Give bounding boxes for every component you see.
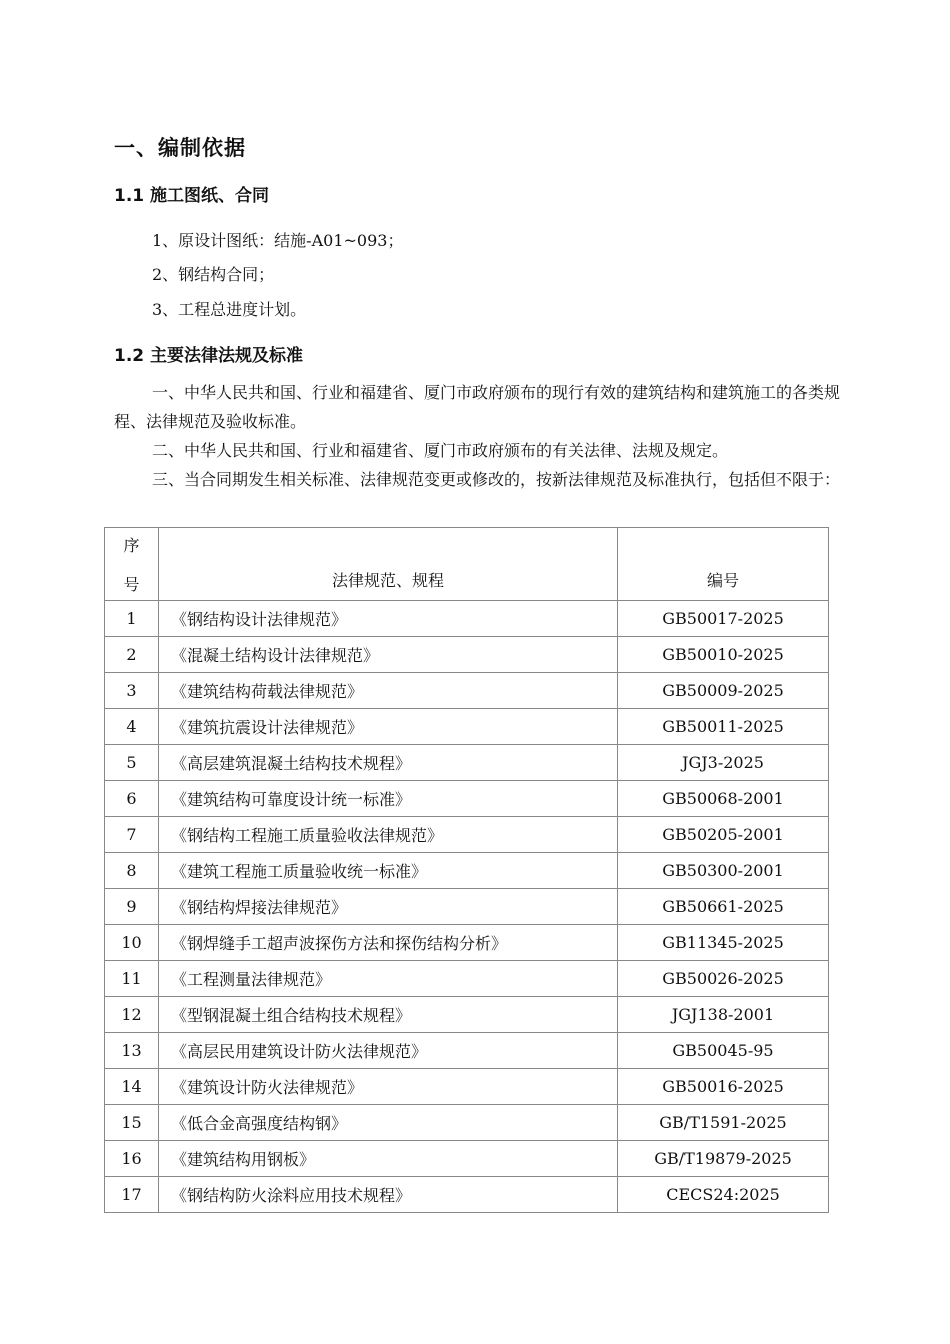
section-1-1-title: 1.1 施工图纸、合同 <box>114 186 270 206</box>
header-no-bottom: 号 <box>123 575 140 594</box>
row-code: JGJ3-2025 <box>618 745 829 781</box>
row-number: 12 <box>105 997 159 1033</box>
row-number: 9 <box>105 889 159 925</box>
row-code: GB50045-95 <box>618 1033 829 1069</box>
row-number: 15 <box>105 1105 159 1141</box>
table-row <box>105 1033 829 1069</box>
header-code: 编号 <box>618 528 829 601</box>
table-row <box>105 601 829 637</box>
table-row <box>105 1141 829 1177</box>
row-code: GB50205-2001 <box>618 817 829 853</box>
row-name: 《钢结构设计法律规范》 <box>159 601 618 637</box>
row-code: GB50300-2001 <box>618 853 829 889</box>
row-name: 《建筑抗震设计法律规范》 <box>159 709 618 745</box>
row-number: 1 <box>105 601 159 637</box>
main-heading: 一、编制依据 <box>114 136 246 160</box>
paragraph: 二、中华人民共和国、行业和福建省、厦门市政府颁布的有关法律、法规及规定。 <box>152 441 729 460</box>
row-number: 3 <box>105 673 159 709</box>
row-name: 《建筑结构荷载法律规范》 <box>159 673 618 709</box>
row-name: 《钢结构焊接法律规范》 <box>159 889 618 925</box>
row-code: GB50026-2025 <box>618 961 829 997</box>
table-row <box>105 961 829 997</box>
table-row <box>105 997 829 1033</box>
row-code: GB50011-2025 <box>618 709 829 745</box>
row-number: 6 <box>105 781 159 817</box>
row-number: 10 <box>105 925 159 961</box>
row-code: CECS24:2025 <box>618 1177 829 1213</box>
row-name: 《型钢混凝土组合结构技术规程》 <box>159 997 618 1033</box>
table-row <box>105 709 829 745</box>
row-number: 7 <box>105 817 159 853</box>
list-item: 1、原设计图纸：结施-A01~093； <box>152 231 404 250</box>
row-number: 8 <box>105 853 159 889</box>
row-name: 《工程测量法律规范》 <box>159 961 618 997</box>
table-row <box>105 1177 829 1213</box>
row-name: 《建筑工程施工质量验收统一标准》 <box>159 853 618 889</box>
row-number: 16 <box>105 1141 159 1177</box>
row-code: GB50009-2025 <box>618 673 829 709</box>
table-row <box>105 817 829 853</box>
section-1-2-title: 1.2 主要法律法规及标准 <box>114 346 304 366</box>
row-number: 11 <box>105 961 159 997</box>
row-code: GB11345-2025 <box>618 925 829 961</box>
list-item: 3、工程总进度计划。 <box>152 300 307 319</box>
row-number: 4 <box>105 709 159 745</box>
row-number: 14 <box>105 1069 159 1105</box>
header-no-top: 序 <box>123 536 140 555</box>
row-name: 《建筑结构用钢板》 <box>159 1141 618 1177</box>
row-code: GB50010-2025 <box>618 637 829 673</box>
table-row <box>105 745 829 781</box>
paragraph: 三、当合同期发生相关标准、法律规范变更或修改的，按新法律规范及标准执行，包括但不限于： <box>152 470 841 489</box>
header-name: 法律规范、规程 <box>159 528 618 601</box>
row-code: GB50016-2025 <box>618 1069 829 1105</box>
row-code: GB50017-2025 <box>618 601 829 637</box>
row-code: JGJ138-2001 <box>618 997 829 1033</box>
paragraph: 一、中华人民共和国、行业和福建省、厦门市政府颁布的现行有效的建筑结构和建筑施工的各类规程、法律规范及验收标准。 <box>114 383 841 431</box>
row-name: 《钢结构工程施工质量验收法律规范》 <box>159 817 618 853</box>
list-item: 2、钢结构合同； <box>152 265 275 284</box>
row-name: 《建筑设计防火法律规范》 <box>159 1069 618 1105</box>
row-name: 《低合金高强度结构钢》 <box>159 1105 618 1141</box>
table-row <box>105 853 829 889</box>
row-name: 《建筑结构可靠度设计统一标准》 <box>159 781 618 817</box>
table-row <box>105 781 829 817</box>
row-number: 17 <box>105 1177 159 1213</box>
row-code: GB50068-2001 <box>618 781 829 817</box>
table-row <box>105 637 829 673</box>
table-row <box>105 1105 829 1141</box>
header-no <box>105 528 159 601</box>
row-number: 2 <box>105 637 159 673</box>
row-name: 《钢焊缝手工超声波探伤方法和探伤结构分析》 <box>159 925 618 961</box>
table-header-row <box>105 528 829 601</box>
table-row <box>105 889 829 925</box>
table-row <box>105 673 829 709</box>
row-code: GB/T1591-2025 <box>618 1105 829 1141</box>
row-name: 《高层民用建筑设计防火法律规范》 <box>159 1033 618 1069</box>
row-number: 13 <box>105 1033 159 1069</box>
row-number: 5 <box>105 745 159 781</box>
row-code: GB50661-2025 <box>618 889 829 925</box>
row-code: GB/T19879-2025 <box>618 1141 829 1177</box>
row-name: 《高层建筑混凝土结构技术规程》 <box>159 745 618 781</box>
standards-table <box>104 527 829 1213</box>
table-row <box>105 925 829 961</box>
row-name: 《混凝土结构设计法律规范》 <box>159 637 618 673</box>
table-row <box>105 1069 829 1105</box>
row-name: 《钢结构防火涂料应用技术规程》 <box>159 1177 618 1213</box>
